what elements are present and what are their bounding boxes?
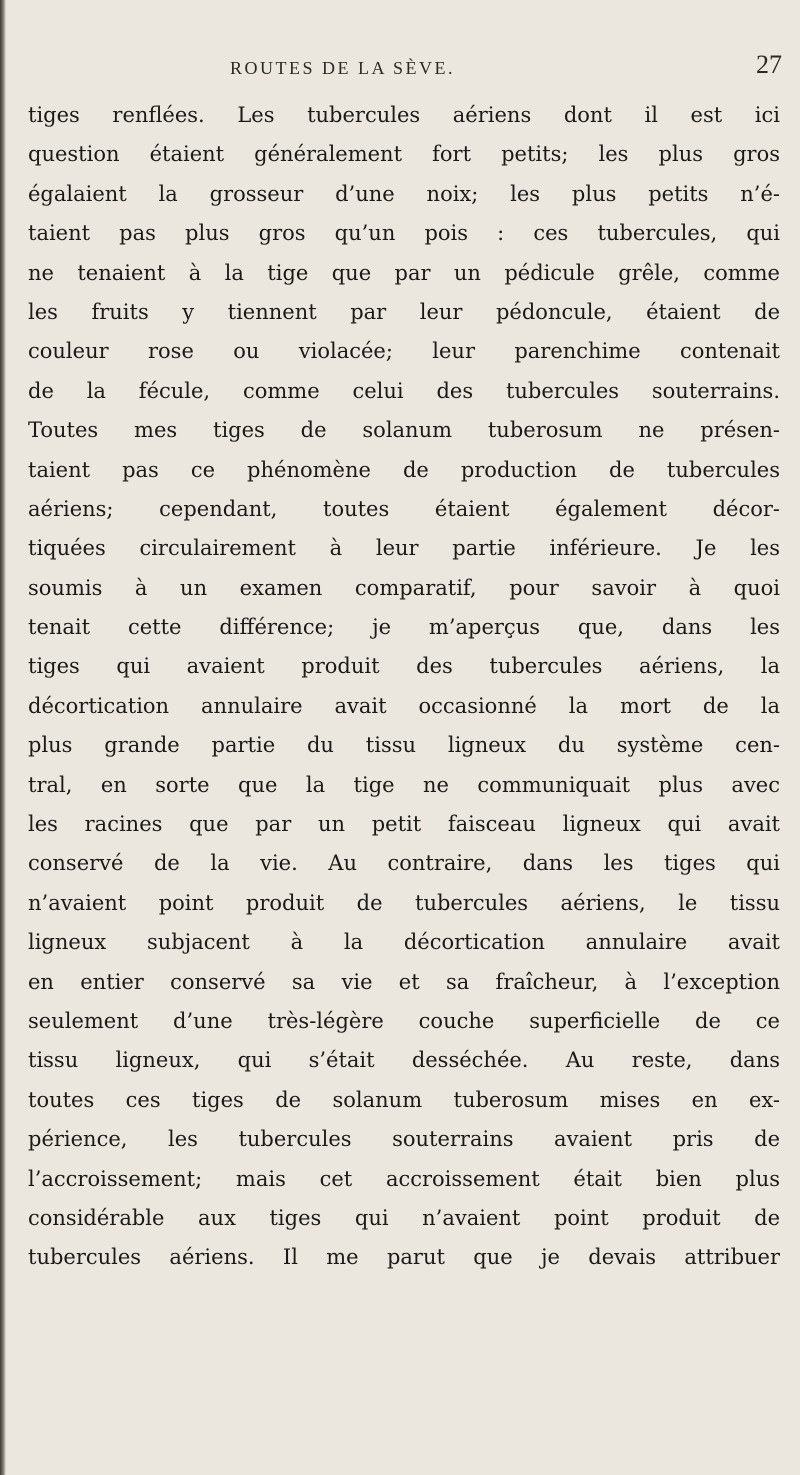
text-line: les racines que par un petit faisceau ligneux qui avait: [28, 812, 780, 837]
text-line: périence, les tubercules souterrains avaient pris de: [28, 1127, 780, 1152]
text-line: décortication annulaire avait occasionné la mort de la: [28, 693, 780, 718]
text-line: tenait cette différence; je m’aperçus que, dans les: [28, 615, 780, 640]
text-line: égalaient la grosseur d’une noix; les plus petits n’é-: [28, 181, 780, 206]
text-line: tissu ligneux, qui s’était desséchée. Au reste, dans: [28, 1048, 780, 1073]
text-line: tiges qui avaient produit des tubercules aériens, la: [28, 654, 780, 679]
text-line: conservé de la vie. Au contraire, dans les tiges qui: [28, 851, 780, 876]
text-line: ne tenaient à la tige que par un pédicule grêle, comme: [28, 260, 780, 285]
text-line: aériens; cependant, toutes étaient également décor-: [28, 496, 780, 521]
text-line: question étaient généralement fort petits; les plus gros: [28, 142, 780, 167]
text-line: soumis à un examen comparatif, pour savoir à quoi: [28, 575, 780, 600]
text-line: couleur rose ou violacée; leur parenchime contenait: [28, 339, 780, 364]
text-line: en entier conservé sa vie et sa fraîcheur, à l’exception: [28, 969, 780, 994]
text-line: les fruits y tiennent par leur pédoncule, étaient de: [28, 299, 780, 324]
text-line: plus grande partie du tissu ligneux du système cen-: [28, 733, 780, 758]
text-line: tiquées circulairement à leur partie inférieure. Je les: [28, 536, 780, 561]
text-line: taient pas ce phénomène de production de tubercules: [28, 457, 780, 482]
text-line: seulement d’une très-légère couche superficielle de ce: [28, 1008, 780, 1033]
text-line: tubercules aériens. Il me parut que je devais attribuer: [28, 1245, 780, 1270]
text-line: n’avaient point produit de tubercules aériens, le tissu: [28, 890, 780, 915]
text-line: l’accroissement; mais cet accroissement était bien plus: [28, 1166, 780, 1191]
body-text: [28, 96, 780, 1278]
text-line: taient pas plus gros qu’un pois : ces tubercules, qui: [28, 221, 780, 246]
text-line: tral, en sorte que la tige ne communiquait plus avec: [28, 772, 780, 797]
text-line: de la fécule, comme celui des tubercules souterrains.: [28, 378, 780, 403]
page-header: [0, 48, 800, 88]
text-line: toutes ces tiges de solanum tuberosum mises en ex-: [28, 1087, 780, 1112]
running-head: ROUTES DE LA SÈVE.: [230, 58, 455, 78]
text-line: tiges renflées. Les tubercules aériens dont il est ici: [28, 103, 780, 127]
text-line: Toutes mes tiges de solanum tuberosum ne présen-: [28, 418, 780, 443]
text-line: considérable aux tiges qui n’avaient point produit de: [28, 1205, 780, 1230]
page-binding-edge: [0, 0, 6, 1475]
page-number: 27: [756, 50, 782, 79]
text-line: ligneux subjacent à la décortication annulaire avait: [28, 930, 780, 955]
